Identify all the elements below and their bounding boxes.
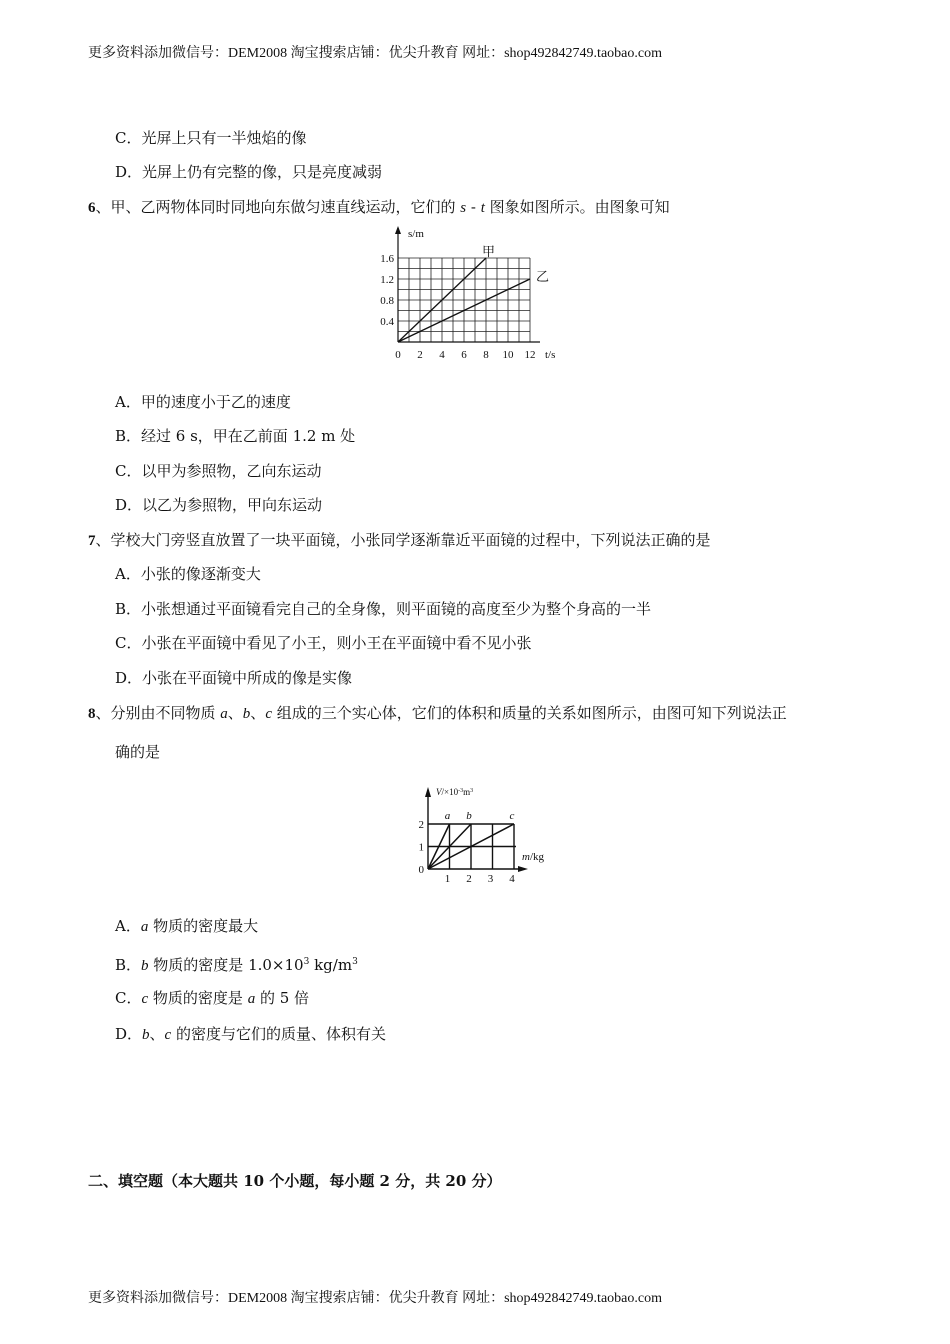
x-axis-arrow	[518, 866, 528, 872]
q6-option-c: C．以甲为参照物，乙向东运动	[115, 462, 322, 480]
x-tick-label: 0	[395, 349, 401, 361]
q5-option-d: D．光屏上仍有完整的像，只是亮度减弱	[115, 163, 383, 181]
y-axis-label: $V/\times 10^{-3}m^3$	[436, 787, 474, 797]
q8-option-c-text: 的 5 倍	[255, 989, 310, 1007]
x-tick-label: 1	[444, 873, 451, 885]
vm-graph-axes	[425, 787, 528, 872]
q8-var-b: b	[242, 706, 251, 722]
q6-option-b: B．经过 6 s，甲在乙前面 1.2 m 处	[115, 427, 356, 445]
y-tick-label: 1	[418, 841, 424, 854]
q7-stem	[88, 530, 711, 551]
q6-number: 6	[88, 200, 96, 216]
x-tick-label: 8	[483, 349, 489, 361]
x-tick-label: 3	[487, 873, 494, 885]
q8-var-a: a	[220, 706, 228, 722]
y-tick-label: 2	[418, 819, 424, 831]
q8-option-b-letter: B．	[115, 956, 142, 974]
series-label: c	[509, 810, 515, 822]
q6-var-s: s	[460, 200, 467, 216]
origin-label: 0	[418, 864, 424, 876]
q8-number: 8	[88, 706, 96, 722]
section-2-title: 二、填空题（本大题共 10 个小题，每小题 2 分，共 20 分）	[88, 1172, 502, 1190]
q5-option-c: C．光屏上只有一半烛焰的像	[115, 129, 307, 147]
q6-stem	[88, 197, 670, 218]
q8-option-a-letter: A．	[115, 917, 141, 935]
x-tick-label: 6	[461, 349, 467, 361]
q8-option-c-mid: 物质的密度是	[148, 989, 248, 1007]
q6-option-d: D．以乙为参照物，甲向东运动	[115, 496, 323, 514]
q8-option-d-letter: D．	[115, 1025, 143, 1043]
series-label: a	[444, 810, 451, 822]
x-tick-label: 4	[509, 873, 515, 885]
series-label: 甲	[482, 244, 496, 259]
q8-option-b-text: 物质的密度是 1.0×10	[148, 956, 304, 974]
q7-option-d: D．小张在平面镜中所成的像是实像	[115, 669, 353, 687]
y-tick-label: 0.8	[380, 295, 394, 307]
q8-option-d-var2: c	[164, 1027, 172, 1043]
q8-option-b-var: b	[141, 958, 149, 974]
y-tick-label: 0.4	[380, 316, 394, 328]
q8-option-a	[115, 916, 258, 937]
q8-option-c-var1: c	[141, 991, 149, 1007]
y-axis-arrow	[395, 226, 401, 234]
q6-stem-a: 、甲、乙两物体同时同地向东做匀速直线运动，它们的	[95, 198, 461, 216]
q8-option-d-text: 的密度与它们的质量、体积有关	[171, 1025, 386, 1043]
q8-option-c-var2: a	[247, 991, 256, 1007]
q8-option-d-sep: 、	[149, 1025, 165, 1043]
q8-stem-a: 、分别由不同物质	[95, 704, 221, 722]
page-footer: 更多资料添加微信号：DEM2008 淘宝搜索店铺：优尖升教育 网址：shop492842749.taobao.com	[88, 1291, 662, 1306]
q6-dash: -	[466, 198, 481, 216]
x-tick-label: 10	[502, 349, 514, 361]
vm-graph	[412, 782, 572, 892]
q7-number: 7	[88, 533, 96, 549]
y-tick-label: 1.6	[380, 253, 394, 265]
q8-sep1: 、	[227, 704, 243, 722]
y-axis-label: s/m	[408, 228, 424, 240]
q7-option-c: C．小张在平面镜中看见了小王，则小王在平面镜中看不见小张	[115, 634, 532, 652]
x-axis-label: m/kg	[522, 851, 545, 863]
q8-option-a-text: 物质的密度最大	[148, 917, 259, 935]
x-tick-label: 2	[466, 873, 472, 885]
series-label: b	[466, 810, 472, 822]
x-axis-label: t/s	[545, 349, 556, 361]
series-label: 乙	[536, 269, 550, 284]
q8-option-b-exp1: 3	[303, 957, 310, 967]
st-graph-labels	[380, 228, 555, 361]
q6-stem-b: 图象如图所示。由图象可知	[484, 198, 670, 216]
q7-option-b: B．小张想通过平面镜看完自己的全身像，则平面镜的高度至少为整个身高的一半	[115, 600, 652, 618]
q8-option-a-var: a	[140, 919, 149, 935]
q7-stem-text: 、学校大门旁竖直放置了一块平面镜，小张同学逐渐靠近平面镜的过程中，下列说法正确的是	[95, 531, 711, 549]
q6-option-a: A．甲的速度小于乙的速度	[115, 393, 291, 411]
x-tick-label: 2	[417, 349, 423, 361]
q8-option-d-var1: b	[142, 1027, 150, 1043]
q7-option-a: A．小张的像逐渐变大	[115, 565, 261, 583]
x-tick-label: 4	[439, 349, 445, 361]
x-tick-label: 12	[524, 349, 536, 361]
q8-stem-continued: 确的是	[115, 743, 161, 761]
page-header: 更多资料添加微信号：DEM2008 淘宝搜索店铺：优尖升教育 网址：shop492842749.taobao.com	[88, 46, 662, 61]
st-graph	[365, 223, 585, 373]
q8-stem-b: 组成的三个实心体，它们的体积和质量的关系如图所示，由图可知下列说法正	[271, 704, 787, 722]
q8-stem	[88, 703, 787, 724]
q8-option-b-exp2: 3	[352, 957, 358, 967]
q8-sep2: 、	[250, 704, 266, 722]
y-tick-label: 1.2	[380, 274, 394, 286]
y-axis-arrow	[425, 787, 431, 797]
q8-option-b-unit: kg/m	[309, 956, 353, 974]
q8-option-d	[115, 1024, 386, 1045]
q8-option-c	[115, 988, 309, 1009]
q8-option-b	[115, 952, 358, 976]
st-graph-grid	[398, 258, 530, 342]
q6-var-t: t	[480, 200, 485, 216]
vm-graph-labels	[419, 787, 545, 885]
q8-var-c: c	[265, 706, 272, 722]
q8-option-c-letter: C．	[115, 989, 142, 1007]
